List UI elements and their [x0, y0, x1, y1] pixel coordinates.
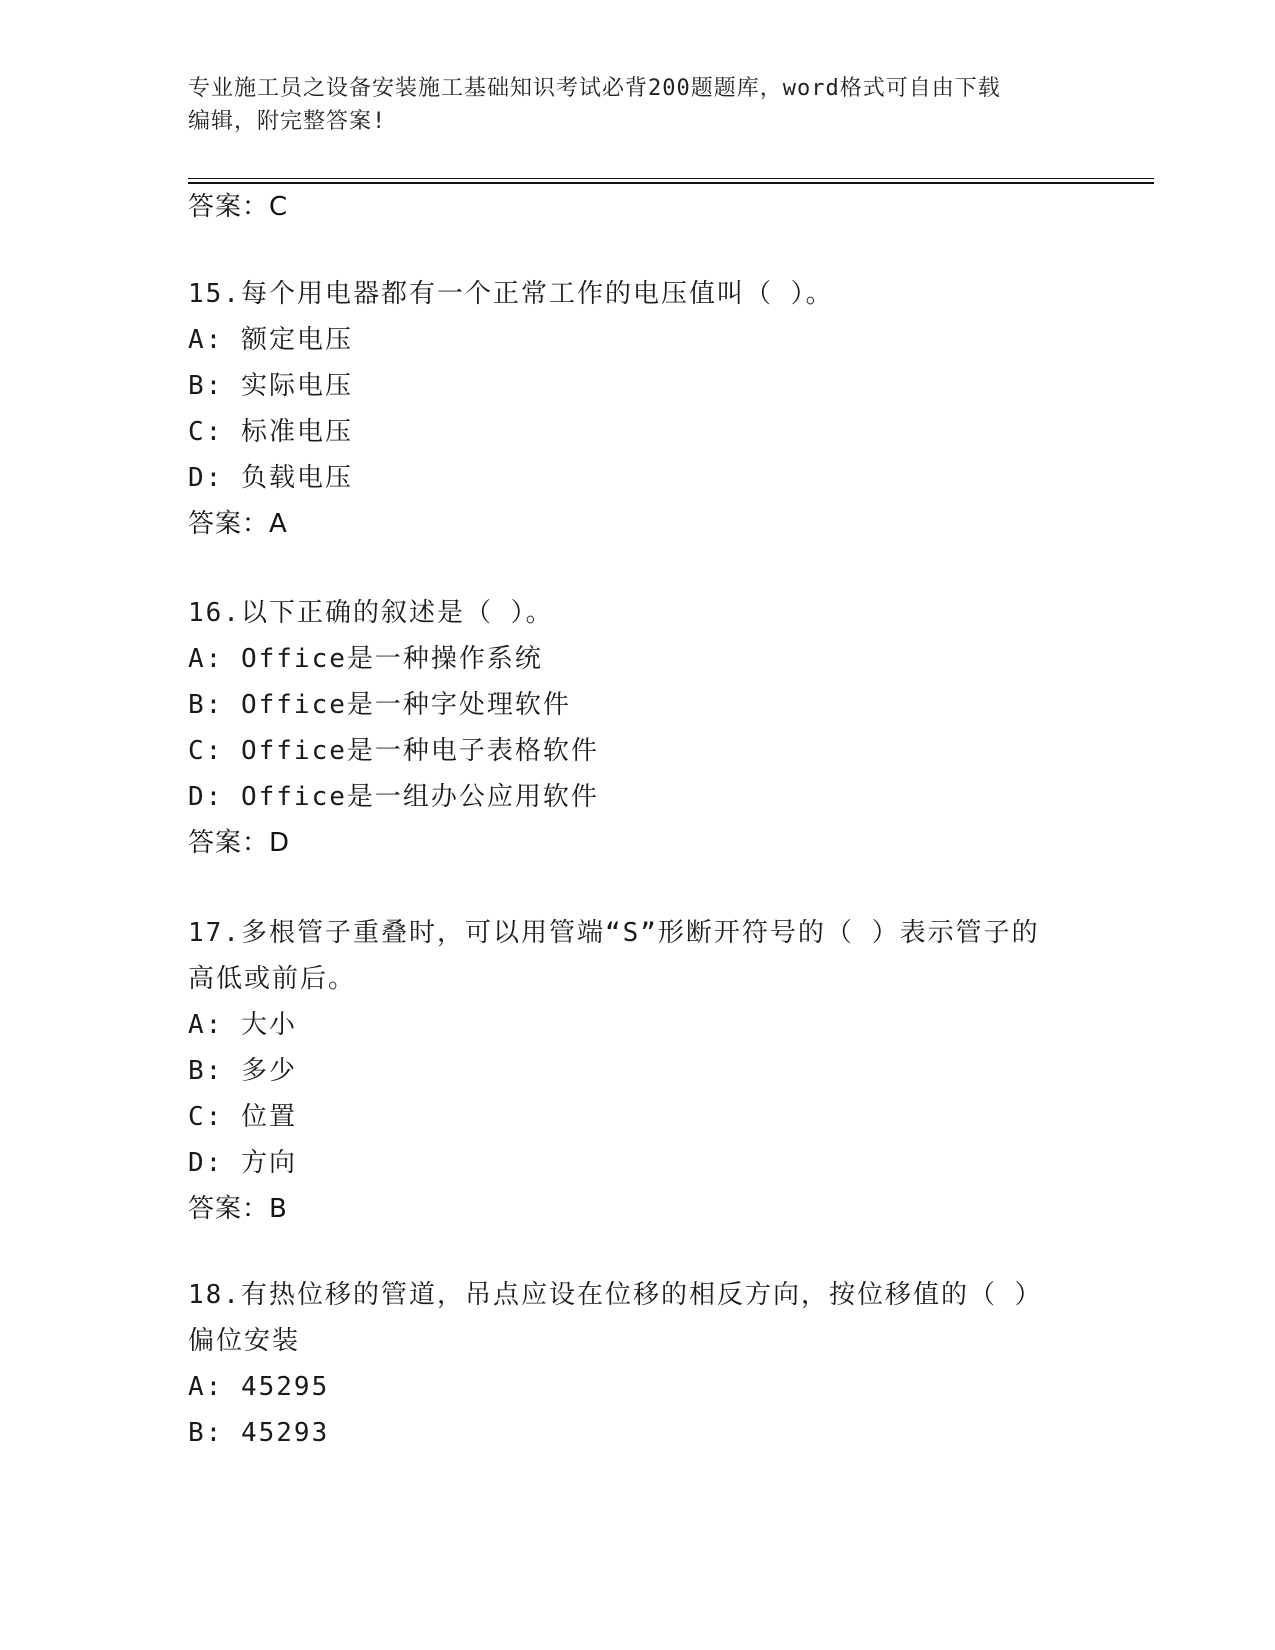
question-stem: 16.以下正确的叙述是（ ）。 [188, 598, 554, 628]
option-a: A: Office是一种操作系统 [188, 644, 543, 674]
option-d: D: Office是一组办公应用软件 [188, 782, 599, 812]
option-c: C: Office是一种电子表格软件 [188, 736, 599, 766]
answer-line: 答案：C [188, 192, 289, 222]
question-15 [188, 271, 1088, 547]
option-d: D: 方向 [188, 1148, 297, 1178]
option-d: D: 负载电压 [188, 463, 353, 493]
option-b: B: 实际电压 [188, 371, 353, 401]
question-stem-continued: 偏位安装 [188, 1326, 301, 1356]
header-divider-thin [188, 178, 1154, 179]
question-stem: 18.有热位移的管道，吊点应设在位移的相反方向，按位移值的（ ） [188, 1280, 1043, 1310]
option-b: B: 多少 [188, 1056, 297, 1086]
document-header [188, 72, 1068, 138]
question-stem: 15.每个用电器都有一个正常工作的电压值叫（ ）。 [188, 279, 834, 309]
previous-answer-block [188, 184, 1088, 230]
option-a: A: 大小 [188, 1010, 297, 1040]
header-title-line-2: 编辑，附完整答案! [188, 109, 387, 134]
option-c: C: 标准电压 [188, 417, 353, 447]
question-16 [188, 590, 1088, 866]
header-title-line-1: 专业施工员之设备安装施工基础知识考试必背200题题库，word格式可自由下载 [188, 76, 1001, 101]
option-a: A: 额定电压 [188, 325, 353, 355]
question-stem: 17.多根管子重叠时，可以用管端“S”形断开符号的（ ）表示管子的 [188, 918, 1040, 948]
option-a: A: 45295 [188, 1372, 330, 1402]
answer-line: 答案：A [188, 509, 288, 539]
answer-line: 答案：D [188, 828, 291, 858]
question-17 [188, 910, 1088, 1232]
option-b: B: 45293 [188, 1418, 330, 1448]
option-c: C: 位置 [188, 1102, 297, 1132]
answer-line: 答案：B [188, 1194, 288, 1224]
question-18 [188, 1272, 1088, 1456]
option-b: B: Office是一种字处理软件 [188, 690, 571, 720]
question-stem-continued: 高低或前后。 [188, 964, 357, 994]
